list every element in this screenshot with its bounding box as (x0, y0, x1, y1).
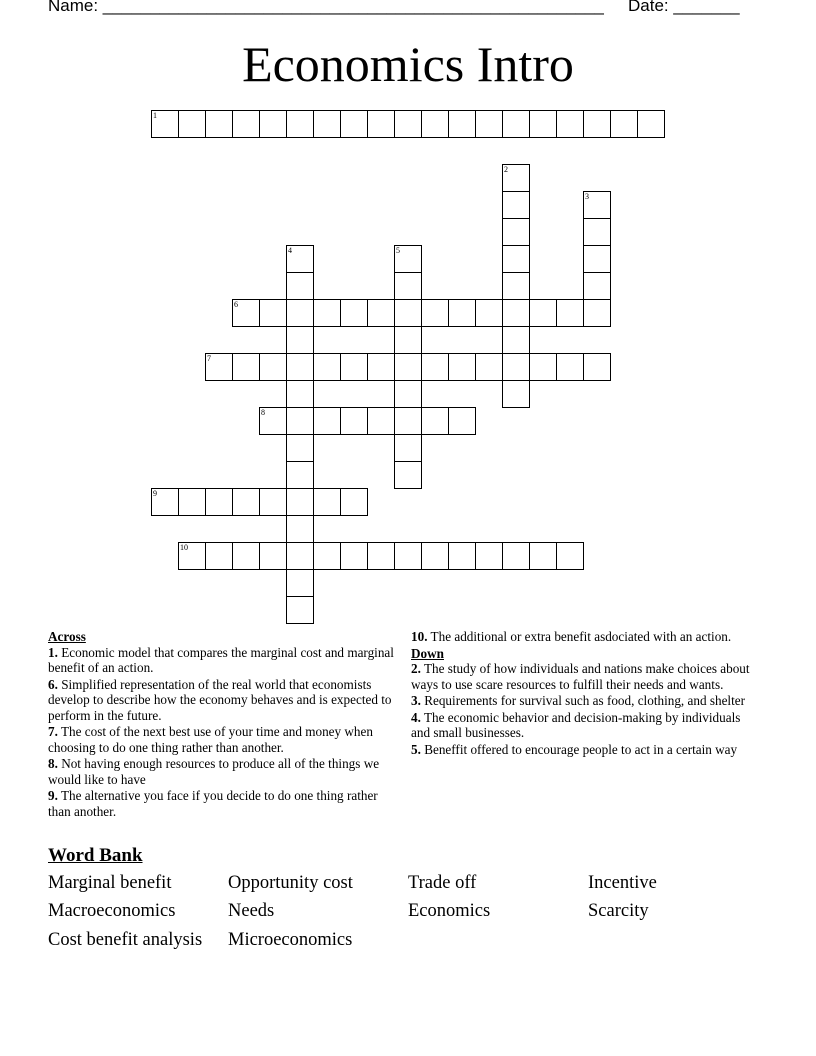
crossword-cell[interactable] (421, 407, 449, 435)
crossword-cell[interactable] (178, 110, 206, 138)
crossword-cell[interactable] (529, 110, 557, 138)
crossword-cell[interactable] (259, 488, 287, 516)
clue-across-10: 10. The additional or extra benefit asdociated with an action. (411, 629, 732, 644)
crossword-cell[interactable] (637, 110, 665, 138)
crossword-cell[interactable] (394, 461, 422, 489)
clue-down-2: 2. The study of how individuals and nations make choices about ways to use scare resources to fulfill their needs and wants. (411, 661, 750, 692)
crossword-clue-number: 8 (261, 408, 265, 417)
crossword-cell[interactable] (394, 353, 422, 381)
clue-down-4: 4. The economic behavior and decision-making by individuals and small businesses. (411, 709, 741, 740)
crossword-cell[interactable] (475, 542, 503, 570)
crossword-cell[interactable] (232, 488, 260, 516)
crossword-cell[interactable] (286, 380, 314, 408)
across-heading: Across (48, 629, 86, 644)
crossword-cell[interactable] (475, 110, 503, 138)
crossword-cell[interactable] (340, 488, 368, 516)
clue-across-8: 8. Not having enough resources to produce all of the things we would like to have (48, 756, 380, 787)
crossword-cell[interactable] (340, 407, 368, 435)
crossword-cell[interactable] (178, 488, 206, 516)
crossword-cell[interactable] (205, 542, 233, 570)
page-title: Economics Intro (242, 36, 574, 92)
crossword-clue-number: 10 (180, 543, 188, 552)
crossword-cell[interactable] (286, 569, 314, 597)
crossword-cell[interactable] (421, 353, 449, 381)
crossword-cell[interactable] (286, 326, 314, 354)
crossword-cell[interactable] (448, 542, 476, 570)
crossword-cell[interactable] (448, 110, 476, 138)
crossword-cell[interactable] (448, 407, 476, 435)
word-bank-item: Microeconomics (228, 930, 353, 950)
crossword-cell[interactable] (556, 110, 584, 138)
crossword-cell[interactable] (205, 110, 233, 138)
crossword-cell[interactable] (286, 434, 314, 462)
crossword-clue-number: 1 (153, 111, 157, 120)
crossword-cell[interactable] (286, 272, 314, 300)
crossword-cell[interactable] (313, 299, 341, 327)
down-heading: Down (411, 645, 444, 661)
crossword-cell[interactable] (232, 353, 260, 381)
crossword-cell[interactable] (394, 380, 422, 408)
word-bank-item: Opportunity cost (228, 873, 353, 893)
crossword-cell[interactable] (313, 110, 341, 138)
crossword-cell[interactable] (502, 299, 530, 327)
crossword-cell[interactable] (502, 218, 530, 246)
crossword-cell[interactable] (340, 110, 368, 138)
crossword-cell[interactable] (286, 110, 314, 138)
crossword-cell[interactable] (421, 299, 449, 327)
crossword-cell[interactable] (475, 353, 503, 381)
crossword-cell[interactable] (340, 353, 368, 381)
crossword-cell[interactable] (556, 299, 584, 327)
crossword-cell[interactable] (259, 110, 287, 138)
crossword-cell[interactable] (367, 299, 395, 327)
crossword-cell[interactable] (502, 380, 530, 408)
crossword-cell[interactable] (502, 353, 530, 381)
crossword-clue-number: 5 (396, 246, 400, 255)
crossword-cell[interactable] (556, 542, 584, 570)
crossword-cell[interactable] (286, 542, 314, 570)
crossword-cell[interactable] (259, 353, 287, 381)
crossword-cell[interactable] (394, 407, 422, 435)
clue-across-7: 7. The cost of the next best use of your time and money when choosing to do one thing rather than another. (48, 724, 373, 755)
crossword-cell[interactable] (421, 542, 449, 570)
crossword-cell[interactable] (340, 299, 368, 327)
crossword-cell[interactable] (394, 434, 422, 462)
clue-across-9: 9. The alternative you face if you decide to do one thing rather than another. (48, 788, 378, 819)
crossword-clue-number: 6 (234, 300, 238, 309)
date-field[interactable]: Date: _______ (628, 0, 740, 15)
crossword-cell[interactable] (232, 542, 260, 570)
crossword-cell[interactable] (583, 110, 611, 138)
clue-down-5: 5. Beneffit offered to encourage people to act in a certain way (411, 741, 738, 757)
crossword-cell[interactable] (502, 191, 530, 219)
crossword-clue-number: 3 (585, 192, 589, 201)
crossword-cell[interactable] (394, 326, 422, 354)
clues-column-left (48, 629, 400, 820)
crossword-cell[interactable] (394, 299, 422, 327)
crossword-cell[interactable] (583, 272, 611, 300)
crossword-cell[interactable] (205, 488, 233, 516)
clue-down-3: 3. Requirements for survival such as food, clothing, and shelter (411, 693, 746, 708)
crossword-cell[interactable] (583, 218, 611, 246)
crossword-cell[interactable] (583, 299, 611, 327)
crossword-cell[interactable] (502, 326, 530, 354)
crossword-cell[interactable] (367, 110, 395, 138)
crossword-cell[interactable] (286, 596, 314, 624)
word-bank-item: Needs (228, 901, 275, 921)
word-bank-item: Trade off (408, 873, 477, 893)
crossword-cell[interactable] (529, 542, 557, 570)
word-bank-item: Cost benefit analysis (48, 930, 203, 950)
crossword-cell[interactable] (286, 515, 314, 543)
crossword-cell[interactable] (529, 353, 557, 381)
crossword-cell[interactable] (286, 299, 314, 327)
crossword-cell[interactable] (313, 407, 341, 435)
crossword-cell[interactable] (313, 353, 341, 381)
crossword-cell[interactable] (259, 299, 287, 327)
crossword-cell[interactable] (286, 461, 314, 489)
crossword-cell[interactable] (502, 245, 530, 273)
crossword-cell[interactable] (367, 542, 395, 570)
crossword-cell[interactable] (583, 245, 611, 273)
word-bank-item: Scarcity (588, 901, 649, 921)
name-field[interactable]: Name: _____________________________________________________ (48, 0, 604, 15)
crossword-cell[interactable] (394, 542, 422, 570)
crossword-cell[interactable] (313, 542, 341, 570)
crossword-clue-number: 4 (288, 246, 292, 255)
crossword-cell[interactable] (448, 299, 476, 327)
crossword-cell[interactable] (286, 353, 314, 381)
crossword-cell[interactable] (502, 272, 530, 300)
clues-column-right (411, 629, 761, 758)
crossword-cell[interactable] (286, 488, 314, 516)
crossword-cell[interactable] (583, 353, 611, 381)
word-bank-item: Macroeconomics (48, 901, 176, 921)
crossword-cell[interactable] (367, 353, 395, 381)
crossword-cell[interactable] (313, 488, 341, 516)
crossword-cell[interactable] (448, 353, 476, 381)
crossword-clue-number: 2 (504, 165, 508, 174)
crossword-cell[interactable] (286, 407, 314, 435)
crossword-cell[interactable] (232, 110, 260, 138)
crossword-cell[interactable] (340, 542, 368, 570)
word-bank-item: Marginal benefit (48, 873, 172, 893)
clue-across-6: 6. Simplified representation of the real world that economists develop to describe how the economy behaves and is expected to perform in the future. (48, 676, 392, 723)
crossword-cell[interactable] (502, 110, 530, 138)
crossword-cell[interactable] (502, 542, 530, 570)
crossword-cell[interactable] (367, 407, 395, 435)
word-bank-item: Incentive (588, 873, 657, 893)
crossword-cell[interactable] (259, 542, 287, 570)
word-bank-item: Economics (408, 901, 491, 921)
crossword-clue-number: 7 (207, 354, 211, 363)
word-bank-title: Word Bank (48, 845, 143, 866)
crossword-cell[interactable] (475, 299, 503, 327)
crossword-cell[interactable] (394, 272, 422, 300)
crossword-cell[interactable] (421, 110, 449, 138)
crossword-cell[interactable] (529, 299, 557, 327)
crossword-cell[interactable] (556, 353, 584, 381)
crossword-cell[interactable] (610, 110, 638, 138)
crossword-cell[interactable] (394, 110, 422, 138)
crossword-clue-number: 9 (153, 489, 157, 498)
clue-across-1: 1. Economic model that compares the marginal cost and marginal benefit of an action. (48, 644, 394, 675)
